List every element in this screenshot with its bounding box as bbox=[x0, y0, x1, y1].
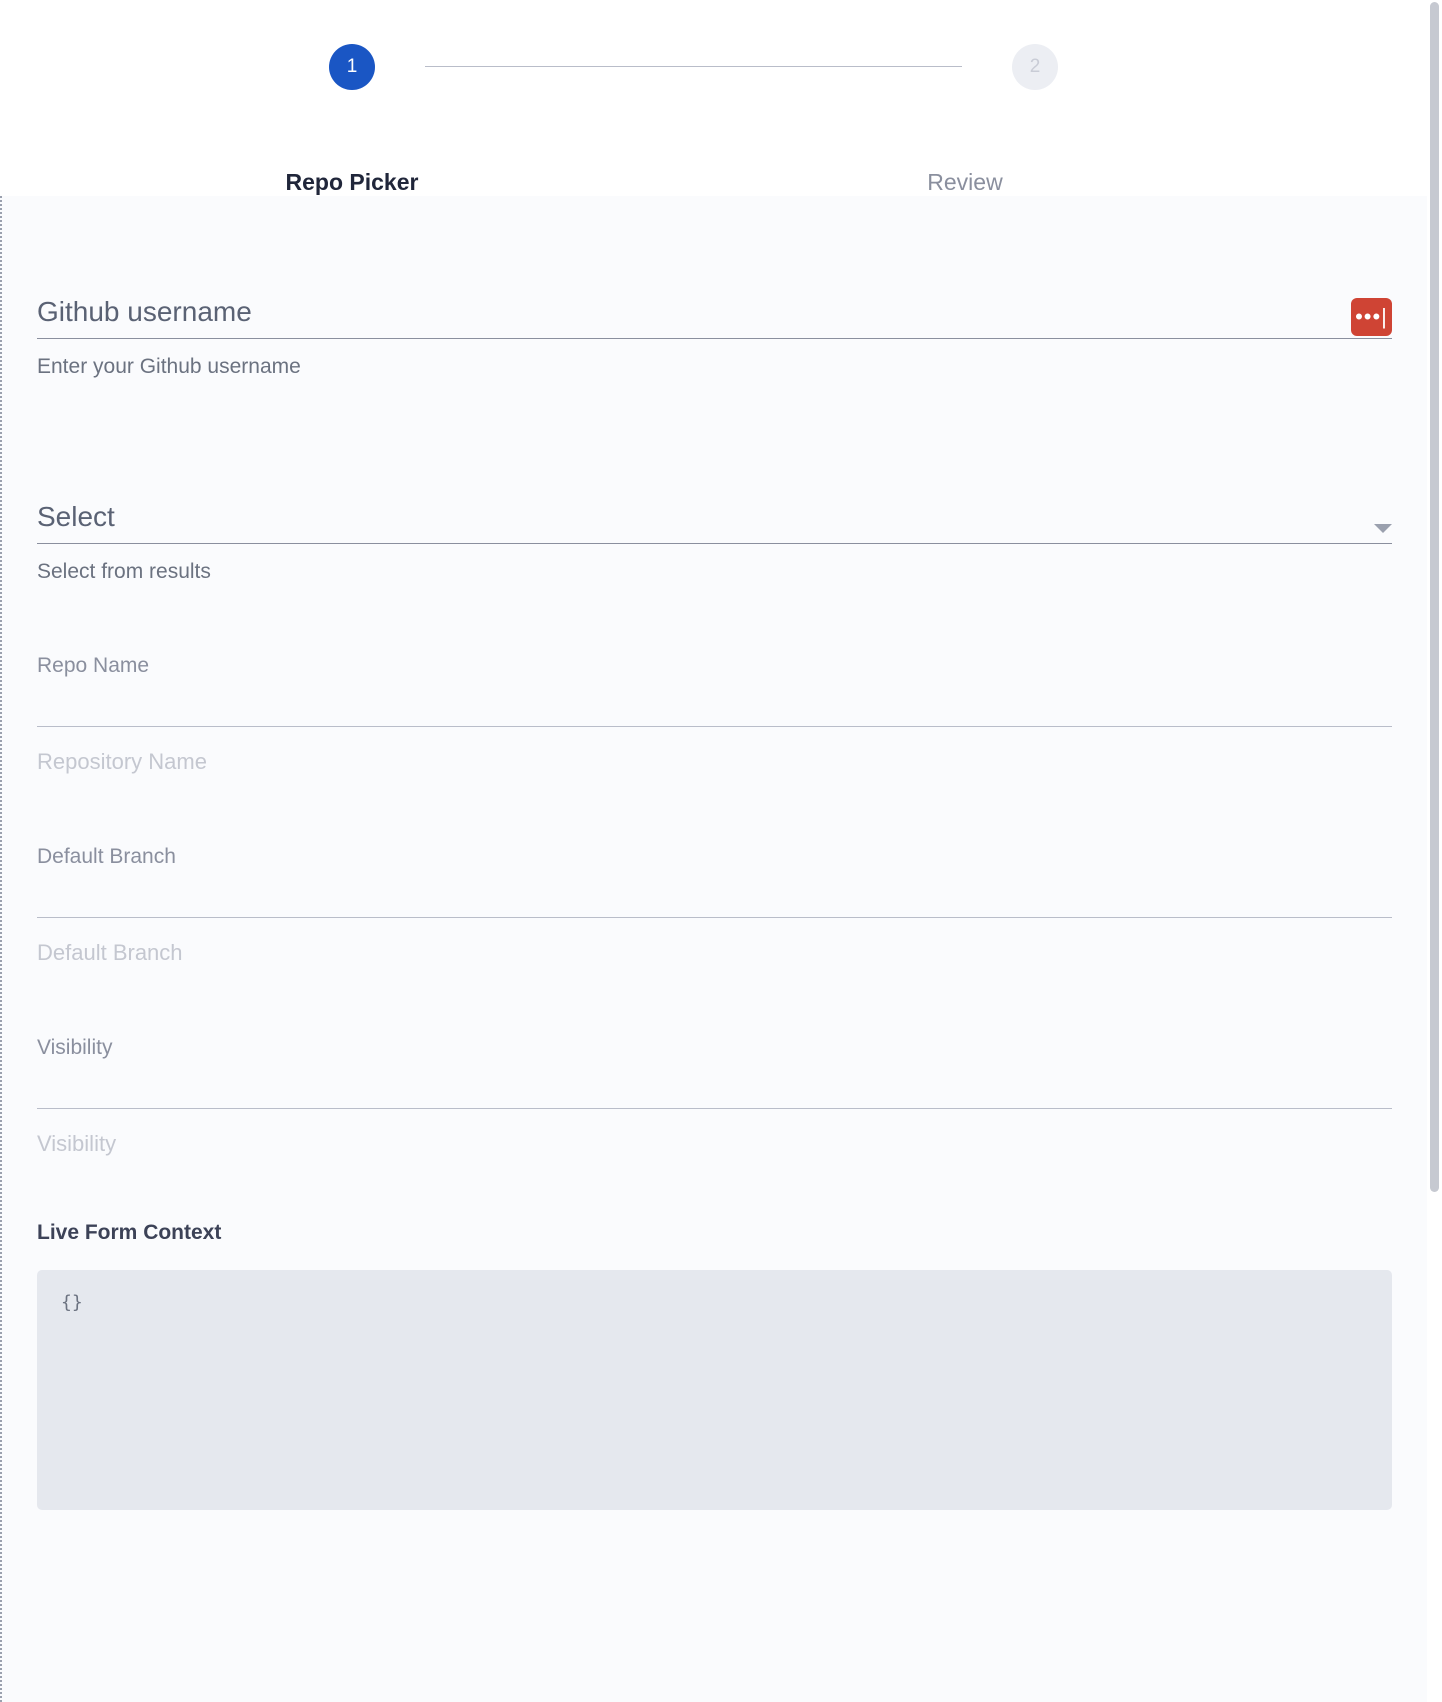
repo-name-field[interactable] bbox=[37, 654, 1392, 775]
step-2-circle[interactable]: 2 bbox=[1012, 44, 1058, 90]
repo-select-field[interactable] bbox=[37, 501, 1392, 584]
step-review[interactable] bbox=[962, 44, 1108, 90]
repo-select-helper: Select from results bbox=[37, 560, 211, 583]
github-username-input-row[interactable] bbox=[37, 296, 1392, 338]
repo-select-label: Select bbox=[37, 501, 115, 532]
default-branch-label: Default Branch bbox=[37, 845, 176, 868]
step-1-label: Repo Picker bbox=[285, 169, 419, 195]
stepper-header bbox=[0, 0, 1427, 196]
repo-select-underline bbox=[37, 543, 1392, 544]
page-scrollbar-thumb[interactable] bbox=[1430, 2, 1439, 1192]
repo-select-row[interactable] bbox=[37, 501, 1392, 543]
visibility-label: Visibility bbox=[37, 1036, 113, 1059]
github-username-field[interactable] bbox=[37, 296, 1392, 379]
repo-name-label: Repo Name bbox=[37, 654, 150, 677]
default-branch-input[interactable]: Default Branch bbox=[37, 940, 183, 965]
repo-name-underline bbox=[37, 726, 1392, 727]
repo-name-input[interactable]: Repository Name bbox=[37, 749, 207, 774]
github-username-helper: Enter your Github username bbox=[37, 355, 301, 378]
password-manager-icon[interactable] bbox=[1351, 298, 1392, 336]
chevron-down-icon[interactable] bbox=[1374, 524, 1392, 533]
form-panel bbox=[0, 196, 1427, 1702]
password-manager-dots: •••| bbox=[1355, 304, 1388, 329]
step-2-label: Review bbox=[927, 169, 1003, 195]
visibility-input[interactable]: Visibility bbox=[37, 1131, 117, 1156]
step-repo-picker[interactable] bbox=[279, 44, 425, 90]
stepper bbox=[0, 0, 1427, 90]
live-form-context-title: Live Form Context bbox=[37, 1221, 222, 1244]
default-branch-field[interactable] bbox=[37, 845, 1392, 966]
github-username-underline bbox=[37, 338, 1392, 339]
github-username-label: Github username bbox=[37, 296, 252, 327]
live-form-context-code: {} bbox=[37, 1270, 1392, 1510]
page-scrollbar[interactable] bbox=[1427, 0, 1442, 1702]
stepper-connector-line bbox=[425, 66, 962, 67]
step-1-circle[interactable]: 1 bbox=[329, 44, 375, 90]
visibility-field[interactable] bbox=[37, 1036, 1392, 1157]
visibility-underline bbox=[37, 1108, 1392, 1109]
default-branch-underline bbox=[37, 917, 1392, 918]
